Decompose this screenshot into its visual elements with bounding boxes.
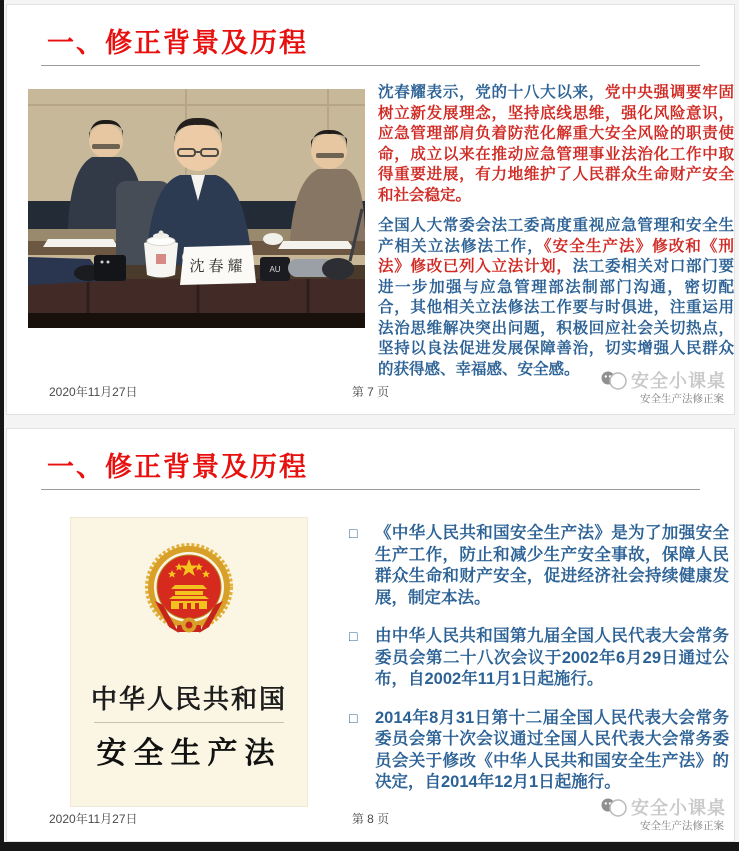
photo-mic-label: AU — [269, 265, 281, 274]
slide-8-bullets — [349, 523, 729, 794]
slide-title: 一、修正背景及历程 — [47, 28, 308, 58]
law-book-cover — [70, 517, 308, 807]
slide-title: 一、修正背景及历程 — [47, 452, 308, 482]
title-underline — [41, 65, 700, 66]
slide-7-paragraphs — [378, 83, 734, 390]
paragraph-1 — [378, 83, 734, 206]
brand-logo-icon — [599, 368, 629, 392]
title-underline — [41, 489, 700, 490]
book-title-line1: 中华人民共和国 — [90, 685, 287, 714]
bullet-square-icon: □ — [349, 525, 358, 541]
frame-left-border — [0, 0, 4, 851]
footer-date: 2020年11月27日 — [49, 385, 138, 399]
watermark-subtitle: 安全生产法修正案 — [640, 820, 724, 832]
footer-page-number: 第 7 页 — [351, 385, 390, 399]
book-title-divider — [94, 722, 284, 723]
paragraph-segment-blue: 全国人大常委会法工委高度重视应急管理和安全生产相关立法修法工作， — [378, 217, 734, 255]
slide-page-8 — [6, 428, 735, 842]
book-title-line2: 安全生产法 — [96, 737, 282, 770]
photo-name-card-text: 沈春耀 — [189, 259, 247, 275]
bullet-item-3 — [349, 708, 729, 794]
paragraph-segment-red: 《安全生产法》修改和《刑法》修改已列入立法计划， — [378, 237, 734, 275]
watermark-brand: 安全小课桌 — [631, 371, 726, 391]
slide-page-7 — [6, 4, 735, 415]
meeting-photo-illustration — [28, 89, 365, 328]
paragraph-segment-red: 党中央强调要牢固树立新发展理念，坚持底线思维，强化风险意识，应急管理部肩负着防范化解重大安全风险的职责使命，成立以来在推动应急管理事业法治化工作中取得重要进展，有力地维护了人民群众生命财产安全和社会稳定。 — [378, 84, 734, 204]
watermark-brand: 安全小课桌 — [631, 798, 726, 818]
paragraph-segment-blue: 法工委相关对口部门要进一步加强与应急管理部法制部门沟通，密切配合，其他相关立法修法工作要与时俱进，注重运用法治思维解决突出问题，积极回应社会关切热点，坚持以良法促进发展保障善治，切实增强人民群众的获得感、幸福感、安全感。 — [378, 258, 734, 378]
bullet-item-1 — [349, 523, 729, 609]
footer-date: 2020年11月27日 — [49, 812, 138, 826]
bullet-item-2 — [349, 626, 729, 691]
national-emblem-icon — [141, 541, 237, 637]
watermark-subtitle: 安全生产法修正案 — [640, 393, 724, 405]
bullet-square-icon: □ — [349, 709, 358, 726]
paragraph-2 — [378, 216, 734, 380]
paragraph-segment-blue: 沈春耀表示，党的十八大以来， — [378, 84, 605, 101]
footer-page-number: 第 8 页 — [351, 812, 390, 826]
bullet-text: 由中华人民共和国第九届全国人民代表大会常务委员会第二十八次会议于2002年6月29日通过公布，自2002年11月1日起施行。 — [375, 627, 729, 688]
frame-bottom-border — [0, 842, 739, 851]
bullet-text: 2014年8月31日第十二届全国人民代表大会常务委员会第十次会议通过全国人民代表大会常务委员会关于修改《中华人民共和国安全生产法》的决定，自2014年12月1日起施行。 — [375, 708, 729, 791]
watermark — [599, 367, 726, 406]
bullet-square-icon: □ — [349, 628, 358, 644]
watermark — [599, 794, 726, 833]
brand-logo-icon — [599, 795, 629, 819]
meeting-photo — [28, 89, 365, 328]
bullet-text: 《中华人民共和国安全生产法》是为了加强安全生产工作，防止和减少生产安全事故，保障人民群众生命和财产安全，促进经济社会持续健康发展，制定本法。 — [375, 524, 729, 607]
